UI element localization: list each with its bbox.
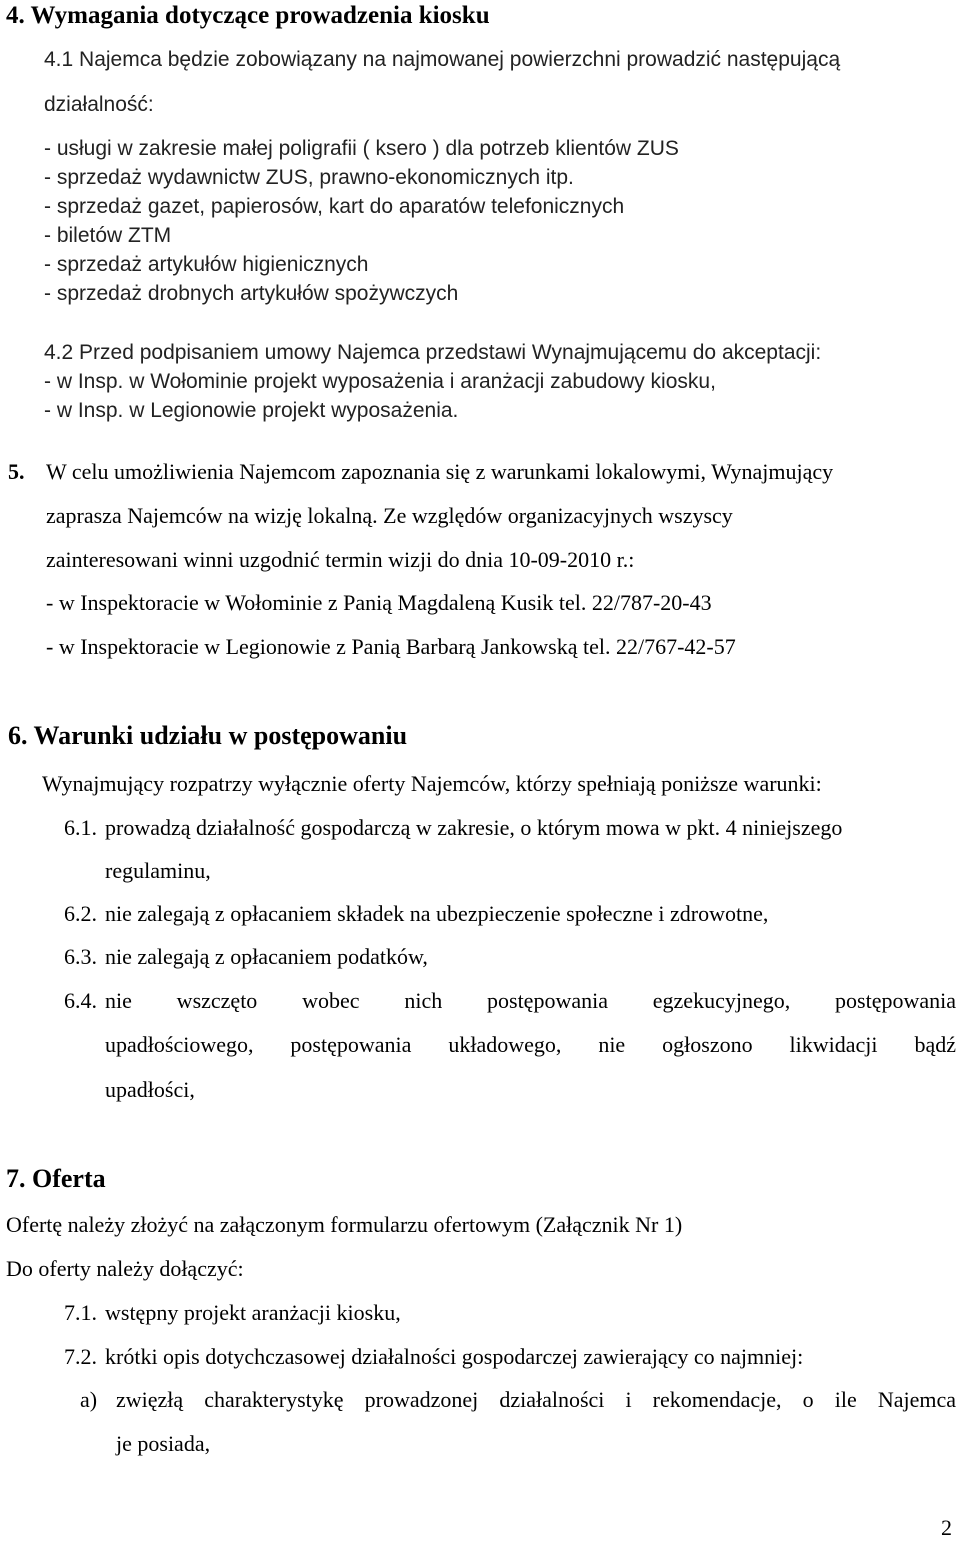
item-7-1-number: 7.1. [64,1300,97,1325]
section-6-heading: 6. Warunki udziału w postępowaniu [8,721,408,750]
contact-legionowo: - w Inspektoracie w Legionowie z Panią Barbarą Jankowską tel. 22/767-42-57 [46,634,736,659]
paragraph-4-1-line-2: działalność: [44,93,154,116]
list-item: - sprzedaż artykułów higienicznych [44,253,369,276]
item-6-2-line-1: nie zalegają z opłacaniem składek na ubezpieczenie społeczne i zdrowotne, [105,901,769,926]
item-6-1-line-2: regulaminu, [105,858,211,883]
section-4-heading: 4. Wymagania dotyczące prowadzenia kiosku [6,2,490,29]
section-6-intro: Wynajmujący rozpatrzy wyłącznie oferty Najemców, którzy spełniają poniższe warunki: [42,771,822,796]
subitem-a-line-2: je posiada, [116,1431,211,1456]
item-6-2-number: 6.2. [64,901,97,926]
item-6-1-line-1: prowadzą działalność gospodarczą w zakresie, o którym mowa w pkt. 4 niniejszego [105,815,843,840]
contact-wolomin: - w Inspektoracie w Wołominie z Panią Magdaleną Kusik tel. 22/787-20-43 [46,590,712,615]
subitem-a-label: a) [80,1387,98,1412]
list-item: - biletów ZTM [44,224,172,247]
section-7-heading: 7. Oferta [6,1164,106,1193]
item-6-4-line-3: upadłości, [105,1077,195,1102]
paragraph-4-2-line-2: - w Insp. w Wołominie projekt wyposażenia i aranżacji zabudowy kiosku, [44,370,716,393]
item-7-2-text: krótki opis dotychczasowej działalności gospodarczej zawierający co najmniej: [105,1344,804,1369]
item-6-4-line-2: upadłościowego, postępowania układowego, nie ogłoszono likwidacji bądź [105,1032,956,1057]
section-5-line-2: zaprasza Najemców na wizję lokalną. Ze względów organizacyjnych wszyscy [46,503,733,528]
paragraph-4-2-line-1: 4.2 Przed podpisaniem umowy Najemca przedstawi Wynajmującemu do akceptacji: [44,341,822,364]
item-7-2-number: 7.2. [64,1344,97,1369]
list-item: - sprzedaż drobnych artykułów spożywczych [44,282,459,305]
page-number: 2 [941,1515,952,1540]
section-5-line-1: W celu umożliwienia Najemcom zapoznania się z warunkami lokalowymi, Wynajmujący [46,459,834,484]
section-7-line-1: Ofertę należy złożyć na załączonym formularzu ofertowym (Załącznik Nr 1) [6,1212,683,1237]
list-item: - sprzedaż gazet, papierosów, kart do aparatów telefonicznych [44,195,625,218]
list-item: - sprzedaż wydawnictw ZUS, prawno-ekonomicznych itp. [44,166,574,189]
paragraph-4-2-line-3: - w Insp. w Legionowie projekt wyposażenia. [44,399,459,422]
item-6-3-line-1: nie zalegają z opłacaniem podatków, [105,944,428,969]
item-6-1-number: 6.1. [64,815,97,840]
section-7-line-2: Do oferty należy dołączyć: [6,1256,244,1281]
section-5-number: 5. [8,459,25,484]
item-7-1-text: wstępny projekt aranżacji kiosku, [105,1300,401,1325]
item-6-4-number: 6.4. [64,988,97,1013]
section-5-line-3: zainteresowani winni uzgodnić termin wizji do dnia 10-09-2010 r.: [46,547,635,572]
paragraph-4-1-line-1: 4.1 Najemca będzie zobowiązany na najmowanej powierzchni prowadzić następującą [44,48,841,71]
list-item: - usługi w zakresie małej poligrafii ( ksero ) dla potrzeb klientów ZUS [44,137,679,160]
item-6-3-number: 6.3. [64,944,97,969]
item-6-4-line-1: nie wszczęto wobec nich postępowania egzekucyjnego, postępowania [105,988,956,1013]
subitem-a-line-1: zwięzłą charakterystykę prowadzonej działalności i rekomendacje, o ile Najemca [116,1387,956,1412]
